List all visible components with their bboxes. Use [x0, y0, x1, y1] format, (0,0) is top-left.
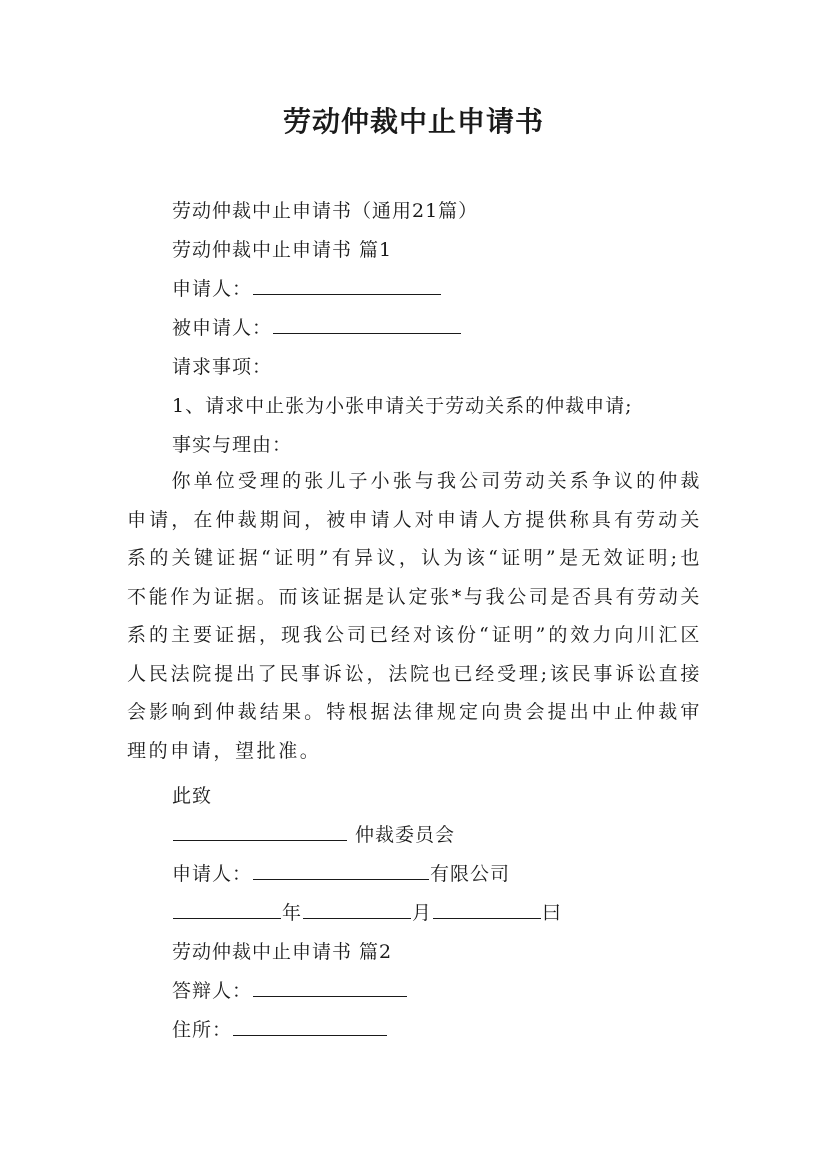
year-char: 年: [282, 902, 303, 924]
year-blank: [173, 900, 281, 919]
claims-label: 请求事项：: [172, 356, 273, 378]
claim-item-1: 1、请求中止张为小张申请关于劳动关系的仲裁申请;: [172, 395, 633, 417]
signature-line: [172, 860, 510, 888]
part1-heading: 劳动仲裁中止申请书 篇1: [172, 239, 393, 261]
day-char: 曰: [542, 902, 563, 924]
facts-label: 事实与理由：: [172, 434, 293, 456]
address-blank: [233, 1017, 387, 1036]
document-subtitle: 劳动仲裁中止申请书（通用21篇）: [172, 200, 479, 222]
defendant-label: 答辩人：: [172, 980, 253, 1002]
salutation: 此致: [172, 785, 213, 807]
applicant-line: [172, 275, 442, 303]
document-title: 劳动仲裁中止申请书: [282, 105, 544, 138]
company-suffix: 有限公司: [430, 863, 511, 885]
respondent-line: [172, 314, 462, 342]
facts-paragraph: [127, 462, 702, 770]
signature-label: 申请人：: [172, 863, 253, 885]
defendant-line: [172, 977, 408, 1005]
facts-body: 你单位受理的张儿子小张与我公司劳动关系争议的仲裁申请，在仲裁期间，被申请人对申请人方提供称具有劳动关系的关键证据“证明”有异议，认为该“证明”是无效证明;也不能作为证据。而该证据是认定张*与我公司是否具有劳动关系的主要证据，现我公司已经对该份“证明”的效力向川汇区人民法院提出了民事诉讼，法院也已经受理;该民事诉讼直接会影响到仲裁结果。特根据法律规定向贵会提出中止仲裁审理的申请，望批准。: [127, 470, 702, 762]
respondent-blank: [273, 315, 461, 334]
address-label: 住所：: [172, 1019, 233, 1041]
month-blank: [303, 900, 411, 919]
committee-suffix: 仲裁委员会: [355, 824, 456, 846]
month-char: 月: [412, 902, 433, 924]
date-line: [172, 899, 562, 927]
part2-heading: 劳动仲裁中止申请书 篇2: [172, 941, 393, 963]
committee-blank: [173, 822, 347, 841]
defendant-blank: [253, 978, 407, 997]
applicant-label: 申请人：: [172, 278, 253, 300]
respondent-label: 被申请人：: [172, 317, 273, 339]
day-blank: [433, 900, 541, 919]
company-blank: [253, 861, 429, 880]
address-line: [172, 1016, 388, 1044]
committee-line: [172, 821, 455, 849]
applicant-blank: [253, 276, 441, 295]
